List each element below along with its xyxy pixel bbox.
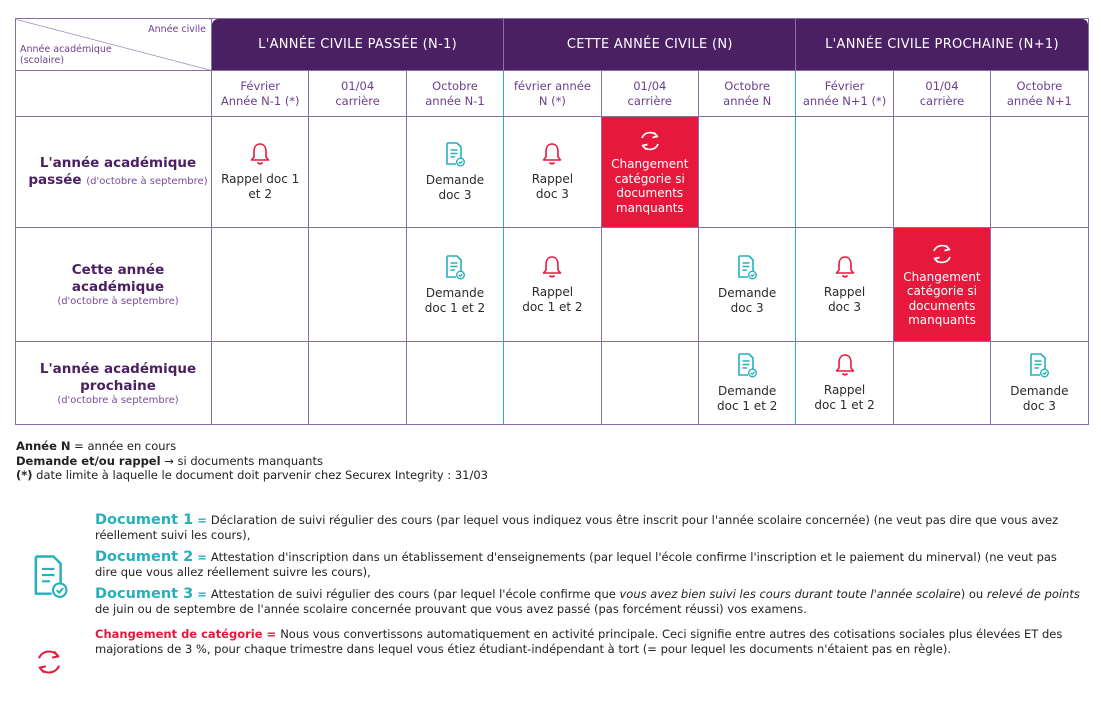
document-check-icon <box>1028 352 1050 378</box>
bell-icon <box>541 142 563 166</box>
refresh-arrows-icon <box>637 129 663 153</box>
bell-icon <box>834 255 856 279</box>
corner-label-academic-year: Année académique (scolaire) <box>20 44 112 66</box>
column-header: Octobre année N+1 <box>991 71 1088 117</box>
table-cell: Rappel doc 1 et 2 <box>796 342 893 425</box>
table-cell <box>212 342 309 425</box>
table-cell <box>212 228 309 342</box>
table-cell: Rappel doc 1 et 2 <box>212 117 309 228</box>
table-row <box>16 342 1089 425</box>
table-cell <box>406 342 503 425</box>
category-change-cell: Changement catégorie si documents manquants <box>601 117 698 228</box>
table-cell <box>601 228 698 342</box>
document-check-icon <box>736 352 758 378</box>
table-cell: Rappel doc 3 <box>504 117 601 228</box>
document-check-icon <box>444 141 466 167</box>
document-check-icon <box>736 254 758 280</box>
column-header: Octobre année N-1 <box>406 71 503 117</box>
table-cell: Rappel doc 3 <box>796 228 893 342</box>
table-cell <box>991 228 1088 342</box>
table-cell <box>601 342 698 425</box>
document-2-definition: Document 2 = Attestation d'inscription dans un établissement d'enseignements (par lequel l'école confirme l'inscription et le paiement du minerval) (ne veut pas dire que vous allez réellement suivre les cours), <box>95 549 1057 579</box>
table-cell <box>796 117 893 228</box>
header-column-row <box>16 71 1089 117</box>
group-header-past-year: L'ANNÉE CIVILE PASSÉE (N-1) <box>212 19 504 71</box>
table-cell <box>893 342 990 425</box>
document-check-icon <box>30 553 70 599</box>
column-header: février année N (*) <box>504 71 601 117</box>
bell-icon <box>834 353 856 377</box>
table-row <box>16 117 1089 228</box>
row-label-next-academic-year: L'année académique prochaine (d'octobre à septembre) <box>16 342 212 425</box>
legend-line: (*) date limite à laquelle le document doit parvenir chez Securex Integrity : 31/03 <box>16 468 488 482</box>
bell-icon <box>541 255 563 279</box>
schedule-table <box>15 18 1089 425</box>
bell-icon <box>249 142 271 166</box>
column-header: Février année N+1 (*) <box>796 71 893 117</box>
table-cell: Demande doc 3 <box>698 228 795 342</box>
column-header: 01/04 carrière <box>601 71 698 117</box>
refresh-arrows-icon <box>32 647 66 677</box>
table-row <box>16 228 1089 342</box>
column-header: 01/04 carrière <box>893 71 990 117</box>
group-header-next-year: L'ANNÉE CIVILE PROCHAINE (N+1) <box>796 19 1088 71</box>
category-change-cell: Changement catégorie si documents manquants <box>893 228 990 342</box>
legend <box>16 439 488 483</box>
corner-label-civil-year: Année civile <box>148 24 206 35</box>
category-change-definition: Changement de catégorie = Nous vous convertissons automatiquement en activité principale. Ceci signifie entre autres des cotisations sociales plus élevées ET des majorations de 3 %, pour chaque trimestre dans lequel vous étiez étudiant-indépendant à tort (= pour lequel les documents n'étaient pas en règle). <box>95 627 1063 656</box>
table-cell <box>991 117 1088 228</box>
group-header-current-year: CETTE ANNÉE CIVILE (N) <box>504 19 796 71</box>
table-cell <box>893 117 990 228</box>
table-cell <box>309 228 406 342</box>
table-cell <box>698 117 795 228</box>
legend-line: Année N = année en cours <box>16 439 177 453</box>
row-label-current-academic-year: Cette année académique (d'octobre à septembre) <box>16 228 212 342</box>
table-cell: Demande doc 1 et 2 <box>406 228 503 342</box>
table-cell: Demande doc 3 <box>991 342 1088 425</box>
table-cell: Rappel doc 1 et 2 <box>504 228 601 342</box>
table-cell <box>504 342 601 425</box>
refresh-arrows-icon <box>929 242 955 266</box>
header-group-row <box>16 19 1089 71</box>
table-corner <box>16 19 212 71</box>
document-1-definition: Document 1 = Déclaration de suivi régulier des cours (par lequel vous indiquez vous être inscrit pour l'année scolaire concernée) (ne veut pas dire que vous avez réellement suivi les cours), <box>95 512 1059 542</box>
row-label-past-academic-year: L'année académique passée (d'octobre à septembre) <box>16 117 212 228</box>
table-cell: Demande doc 3 <box>406 117 503 228</box>
header-blank-cell <box>16 71 212 117</box>
table-cell <box>309 117 406 228</box>
table-cell <box>309 342 406 425</box>
document-check-icon <box>444 254 466 280</box>
column-header: Février Année N-1 (*) <box>212 71 309 117</box>
column-header: 01/04 carrière <box>309 71 406 117</box>
column-header: Octobre année N <box>698 71 795 117</box>
document-definitions <box>95 513 1080 664</box>
table-cell: Demande doc 1 et 2 <box>698 342 795 425</box>
document-3-definition: Document 3 = Attestation de suivi régulier des cours (par lequel l'école confirme que vous avez bien suivi les cours durant toute l'année scolaire) ou relevé de points de juin ou de septembre de l'année scolaire concernée prouvant que vous avez passé (pas forcément réussi) vos examens. <box>95 586 1080 616</box>
legend-line: Demande et/ou rappel → si documents manquants <box>16 453 323 468</box>
